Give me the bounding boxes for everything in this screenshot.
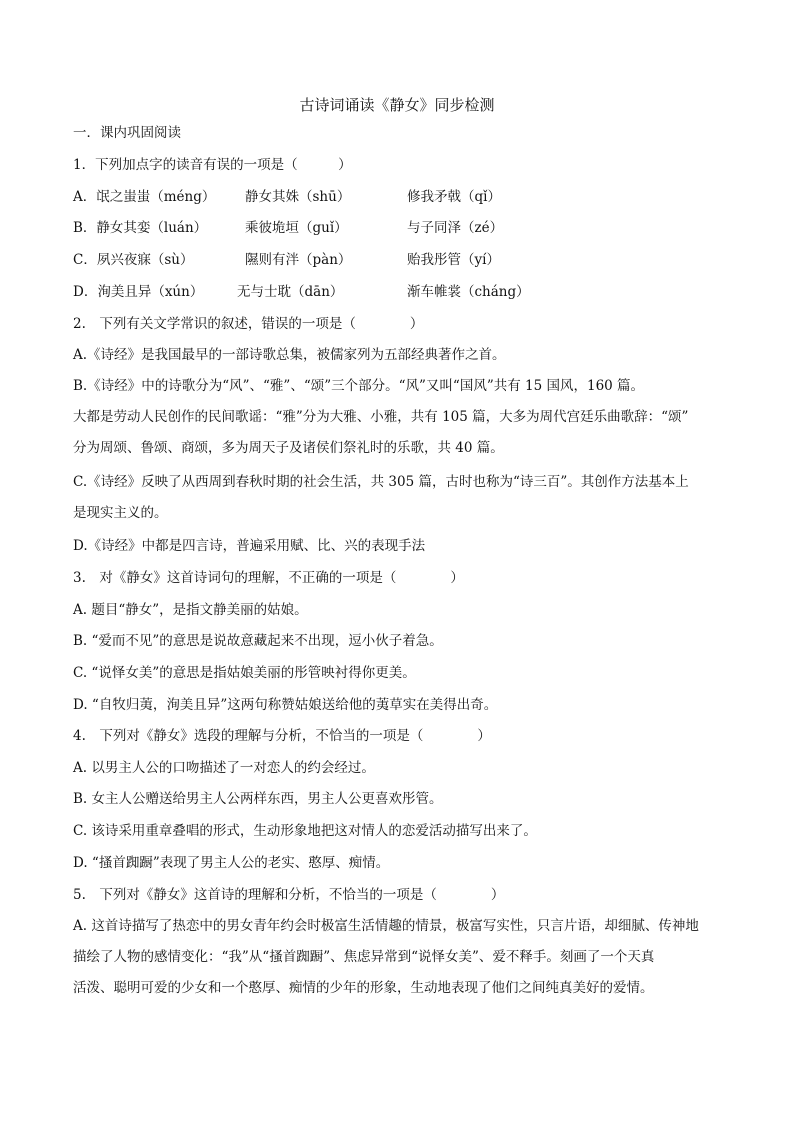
question-4-stem: 4. 下列对《静女》选段的理解与分析，不恰当的一项是（ ） [73, 728, 491, 744]
q1-a-item-3: 修我矛戟（qǐ） [407, 189, 501, 205]
question-3-option-c: C. “说怿女美”的意思是指姑娘美丽的彤管映衬得你更美。 [73, 665, 416, 681]
q1-a-item-2: 静女其姝（shū） [245, 189, 351, 205]
q1-d-item-3: 渐车帷裳（cháng） [407, 284, 530, 300]
question-5-option-a [73, 911, 733, 1004]
question-4-option-b: B. 女主人公赠送给男主人公两样东西，男主人公更喜欢彤管。 [73, 791, 443, 807]
q1-b-item-2: 乘彼垝垣（guǐ） [245, 220, 348, 236]
q2-b-line-2: 大都是劳动人民创作的民间歌谣：“雅”分为大雅、小雅，共有 105 篇，大多为周代宫廷乐曲歌辞：“颂” [73, 409, 689, 425]
q2-c-line-1: C.《诗经》反映了从西周到春秋时期的社会生活，共 305 篇，古时也称为“诗三百”。其创作方法基本上 [73, 474, 689, 490]
q1-a-item-1: A．氓之蚩蚩（méng） [73, 189, 216, 205]
page-title: 古诗词诵读《静女》同步检测 [299, 96, 495, 114]
question-5-stem: 5. 下列对《静女》这首诗的理解和分析，不恰当的一项是（ ） [73, 887, 505, 903]
question-2-option-b [73, 371, 733, 464]
q1-b-item-1: B．静女其娈（luán） [73, 220, 208, 236]
question-1-option-c [73, 251, 733, 269]
question-3-option-a: A. 题目“静女”，是指文静美丽的姑娘。 [73, 602, 308, 618]
question-2-option-a: A.《诗经》是我国最早的一部诗歌总集，被儒家列为五部经典著作之首。 [73, 347, 506, 363]
question-4-option-c: C. 该诗采用重章叠唱的形式，生动形象地把这对情人的恋爱活动描写出来了。 [73, 823, 537, 839]
q2-b-line-1: B.《诗经》中的诗歌分为“风”、“雅”、“颂”三个部分。“风”又叫“国风”共有 15 国风，160 篇。 [73, 378, 645, 394]
question-2-option-c [73, 467, 733, 529]
question-1-option-b [73, 219, 733, 237]
question-3-option-d: D. “自牧归荑，洵美且异”这两句称赞姑娘送给他的荑草实在美得出奇。 [73, 697, 498, 713]
question-2-stem: 2. 下列有关文学常识的叙述，错误的一项是（ ） [73, 316, 424, 332]
q2-b-line-3: 分为周颂、鲁颂、商颂，多为周天子及诸侯们祭礼时的乐歌，共 40 篇。 [73, 440, 504, 456]
q2-c-line-2: 是现实主义的。 [73, 505, 168, 521]
q1-b-item-3: 与子同泽（zé） [407, 220, 504, 236]
q5-a-line-1: A. 这首诗描写了热恋中的男女青年约会时极富生活情趣的情景，极富写实性，只言片语，却细腻、传神地 [73, 918, 699, 934]
question-3-option-b: B. “爱而不见”的意思是说故意藏起来不出现，逗小伙子着急。 [73, 633, 443, 649]
question-1-option-d [73, 283, 733, 301]
q1-d-item-2: 无与士耽（dān） [237, 284, 344, 300]
section-heading: 一．课内巩固阅读 [73, 125, 181, 141]
q5-a-line-3: 活泼、聪明可爱的少女和一个憨厚、痴情的少年的形象，生动地表现了他们之间纯真美好的爱情。 [73, 980, 654, 996]
question-4-option-d: D. “搔首踟蹰”表现了男主人公的老实、憨厚、痴情。 [73, 855, 390, 871]
question-2-option-d: D.《诗经》中都是四言诗，普遍采用赋、比、兴的表现手法 [73, 538, 426, 554]
q5-a-line-2: 描绘了人物的感情变化：“我”从“搔首踟蹰”、焦虑异常到“说怿女美”、爱不释手。刻画了一个天真 [73, 949, 655, 965]
q1-c-item-3: 贻我彤管（yí） [407, 252, 500, 268]
q1-c-item-1: C．夙兴夜寐（sù） [73, 252, 194, 268]
question-4-option-a: A. 以男主人公的口吻描述了一对恋人的约会经过。 [73, 760, 375, 776]
question-1-option-a [73, 188, 733, 206]
question-3-stem: 3. 对《静女》这首诗词句的理解，不正确的一项是（ ） [73, 570, 464, 586]
q1-c-item-2: 隰则有泮（pàn） [245, 252, 352, 268]
q1-d-item-1: D．洵美且异（xún） [73, 284, 204, 300]
question-1-stem: 1．下列加点字的读音有误的一项是（ ） [73, 157, 352, 173]
